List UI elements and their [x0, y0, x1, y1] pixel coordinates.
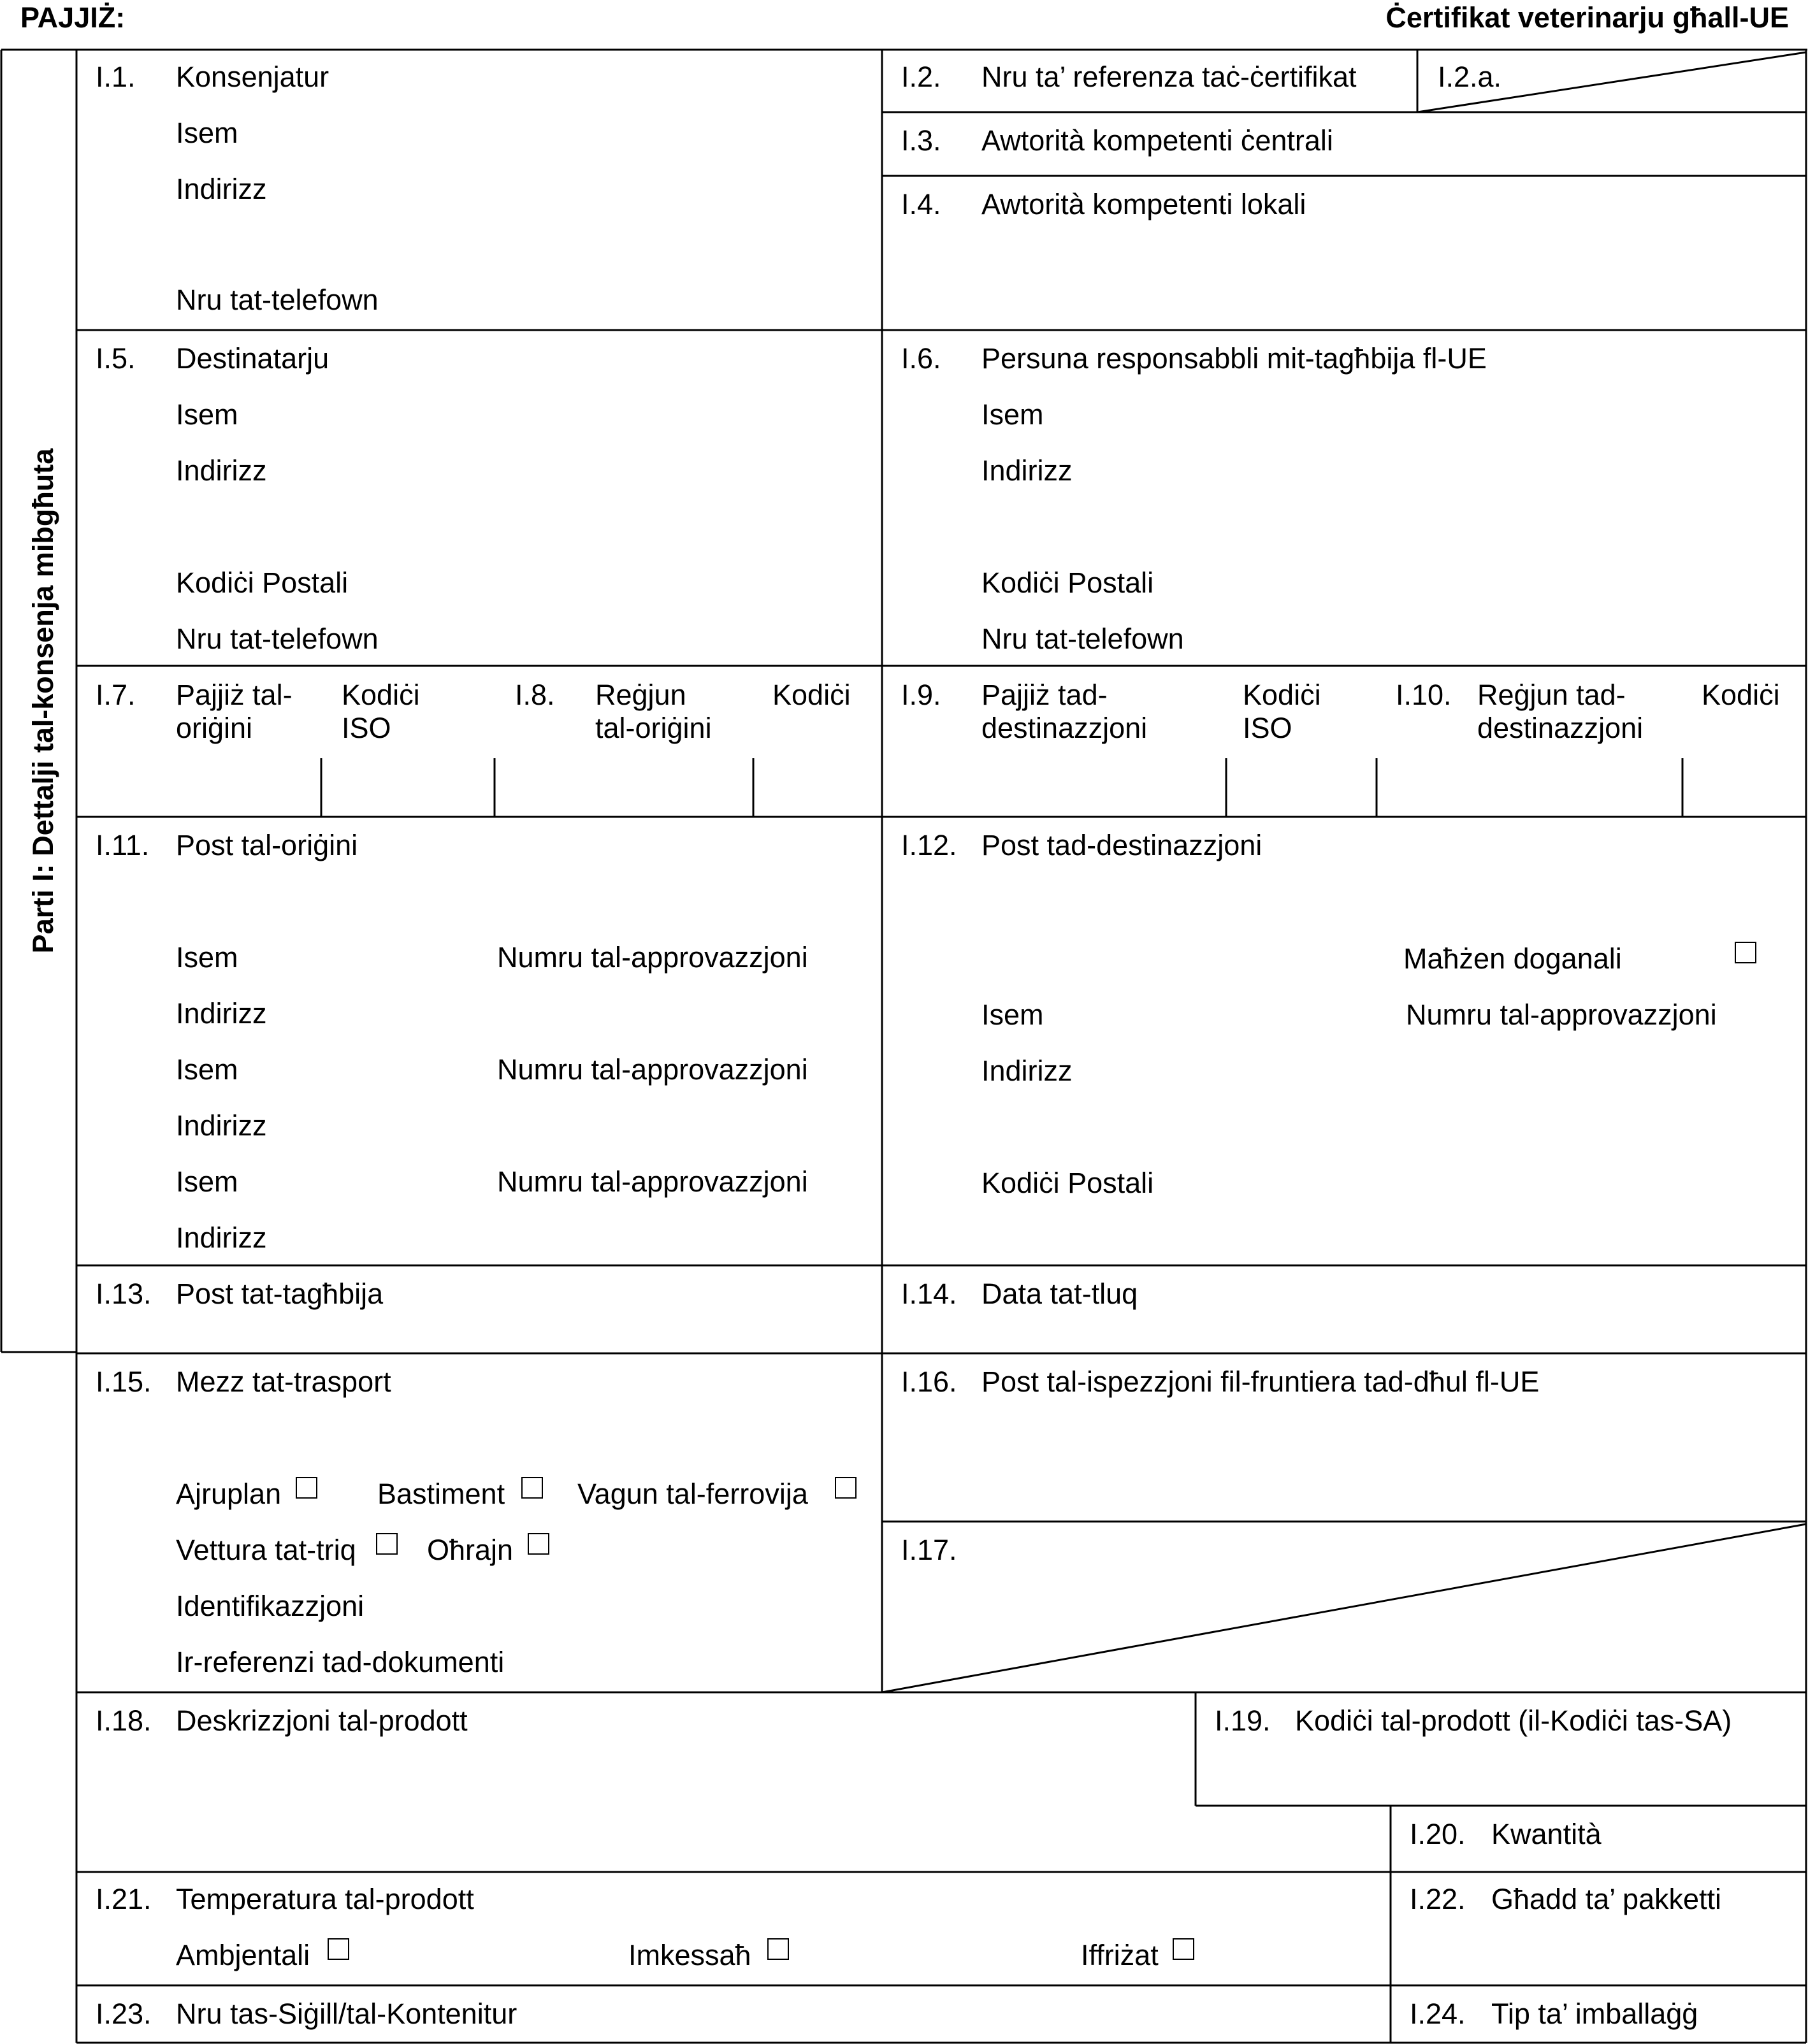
field-i13-number: I.13.	[96, 1278, 152, 1310]
field-i5-number: I.5.	[96, 342, 136, 375]
origin-approval-label-3: Numru tal-approvazzjoni	[497, 1165, 808, 1198]
field-i17-number: I.17.	[901, 1534, 957, 1566]
number-of-packages-label: Għadd ta’ pakketti	[1491, 1883, 1722, 1915]
consignee-name-label: Isem	[176, 398, 238, 431]
consignor-address-label: Indirizz	[176, 173, 267, 205]
type-of-packaging-label: Tip ta’ imballaġġ	[1491, 1997, 1698, 2030]
consignee-phone-label: Nru tat-telefown	[176, 623, 379, 655]
origin-iso-code-label-line1: Kodiċi	[342, 679, 420, 711]
origin-name-label-2: Isem	[176, 1053, 238, 1086]
product-description-label: Deskrizzjoni tal-prodott	[176, 1704, 468, 1737]
place-of-destination-label: Post tad-destinazzjoni	[981, 829, 1262, 861]
ship-checkbox[interactable]	[521, 1477, 543, 1499]
place-of-loading-label: Post tat-tagħbija	[176, 1278, 384, 1310]
certificate-reference-label: Nru ta’ referenza taċ-ċertifikat	[981, 61, 1357, 93]
commodity-code-label: Kodiċi tal-prodott (il-Kodiċi tas-SA)	[1295, 1704, 1732, 1737]
origin-address-label-1: Indirizz	[176, 997, 267, 1030]
transport-identification-label: Identifikazzjoni	[176, 1590, 365, 1622]
product-temperature-label: Temperatura tal-prodott	[176, 1883, 474, 1915]
origin-approval-label-1: Numru tal-approvazzjoni	[497, 941, 808, 974]
other-transport-checkbox[interactable]	[528, 1533, 549, 1555]
field-i20-number: I.20.	[1410, 1818, 1466, 1850]
origin-address-label-2: Indirizz	[176, 1109, 267, 1142]
field-i24-number: I.24.	[1410, 1997, 1466, 2030]
origin-name-label-3: Isem	[176, 1165, 238, 1198]
consignee-address-label: Indirizz	[176, 454, 267, 487]
destination-address-label: Indirizz	[981, 1054, 1073, 1087]
ship-label: Bastiment	[377, 1478, 505, 1510]
frozen-label: Iffriżat	[1081, 1939, 1159, 1971]
field-i19-number: I.19.	[1215, 1704, 1271, 1737]
consignor-name-label: Isem	[176, 117, 238, 149]
ambient-label: Ambjentali	[176, 1939, 310, 1971]
origin-approval-label-2: Numru tal-approvazzjoni	[497, 1053, 808, 1086]
consignee-label: Destinatarju	[176, 342, 329, 375]
origin-iso-code-label-line2: ISO	[342, 712, 391, 744]
field-i16-number: I.16.	[901, 1365, 957, 1398]
consignee-postal-label: Kodiċi Postali	[176, 566, 349, 599]
local-authority-label: Awtorità kompetenti lokali	[981, 188, 1306, 220]
loading-person-phone-label: Nru tat-telefown	[981, 623, 1184, 655]
field-i14-number: I.14.	[901, 1278, 957, 1310]
means-of-transport-label: Mezz tat-trasport	[176, 1365, 391, 1398]
field-i15-number: I.15.	[96, 1365, 152, 1398]
customs-warehouse-checkbox[interactable]	[1735, 942, 1756, 963]
loading-person-label: Persuna responsabbli mit-tagħbija fl-UE	[981, 342, 1487, 375]
field-i12-number: I.12.	[901, 829, 957, 861]
origin-region-label-line1: Reġjun	[595, 679, 686, 711]
central-authority-label: Awtorità kompetenti ċentrali	[981, 124, 1333, 157]
field-i18-number: I.18.	[96, 1704, 152, 1737]
destination-iso-code-label-line2: ISO	[1243, 712, 1292, 744]
loading-person-address-label: Indirizz	[981, 454, 1073, 487]
departure-date-label: Data tat-tluq	[981, 1278, 1138, 1310]
other-transport-label: Oħrajn	[427, 1534, 514, 1566]
field-i21-number: I.21.	[96, 1883, 152, 1915]
chilled-checkbox[interactable]	[767, 1938, 789, 1960]
country-label: PAJJIŻ:	[20, 1, 126, 34]
loading-person-postal-label: Kodiċi Postali	[981, 566, 1154, 599]
origin-country-label-line2: oriġini	[176, 712, 253, 744]
field-i8-number: I.8.	[515, 679, 555, 711]
destination-region-code-label: Kodiċi	[1702, 679, 1780, 711]
consignor-phone-label: Nru tat-telefown	[176, 284, 379, 316]
field-i2-number: I.2.	[901, 61, 941, 93]
field-i9-number: I.9.	[901, 679, 941, 711]
loading-person-name-label: Isem	[981, 398, 1044, 431]
field-i3-number: I.3.	[901, 124, 941, 157]
seal-container-number-label: Nru tas-Siġill/tal-Kontenitur	[176, 1997, 517, 2030]
quantity-label: Kwantità	[1491, 1818, 1602, 1850]
part-one-side-label: Parti I: Dettalji tal-konsenja mibgħuta	[27, 448, 59, 954]
field-i1-number: I.1.	[96, 61, 136, 93]
field-i7-number: I.7.	[96, 679, 136, 711]
place-of-origin-label: Post tal-oriġini	[176, 829, 358, 861]
field-i10-number: I.10.	[1396, 679, 1452, 711]
consignor-label: Konsenjatur	[176, 61, 329, 93]
road-vehicle-checkbox[interactable]	[376, 1533, 398, 1555]
destination-country-label-line2: destinazzjoni	[981, 712, 1148, 744]
aeroplane-checkbox[interactable]	[296, 1477, 317, 1499]
railway-wagon-checkbox[interactable]	[835, 1477, 857, 1499]
chilled-label: Imkessaħ	[628, 1939, 751, 1971]
destination-region-label-line2: destinazzjoni	[1477, 712, 1644, 744]
field-i11-number: I.11.	[96, 829, 150, 861]
origin-address-label-3: Indirizz	[176, 1221, 267, 1254]
field-i2a-number: I.2.a.	[1438, 61, 1502, 93]
destination-region-label-line1: Reġjun tad-	[1477, 679, 1626, 711]
origin-country-label-line1: Pajjiż tal-	[176, 679, 293, 711]
origin-region-label-line2: tal-oriġini	[595, 712, 712, 744]
destination-approval-label: Numru tal-approvazzjoni	[1406, 998, 1717, 1031]
frozen-checkbox[interactable]	[1173, 1938, 1194, 1960]
aeroplane-label: Ajruplan	[176, 1478, 282, 1510]
destination-country-label-line1: Pajjiż tad-	[981, 679, 1108, 711]
field-i22-number: I.22.	[1410, 1883, 1466, 1915]
ambient-checkbox[interactable]	[328, 1938, 349, 1960]
railway-wagon-label: Vagun tal-ferrovija	[577, 1478, 808, 1510]
document-references-label: Ir-referenzi tad-dokumenti	[176, 1646, 505, 1678]
destination-postal-label: Kodiċi Postali	[981, 1167, 1154, 1199]
certificate-title: Ċertifikat veterinarju għall-UE	[1385, 1, 1789, 34]
road-vehicle-label: Vettura tat-triq	[176, 1534, 356, 1566]
destination-iso-code-label-line1: Kodiċi	[1243, 679, 1321, 711]
customs-warehouse-label: Maħżen doganali	[1403, 942, 1622, 975]
border-inspection-post-label: Post tal-ispezzjoni fil-fruntiera tad-dħul fl-UE	[981, 1365, 1540, 1398]
field-i23-number: I.23.	[96, 1997, 152, 2030]
origin-region-code-label: Kodiċi	[772, 679, 851, 711]
field-i4-number: I.4.	[901, 188, 941, 220]
origin-name-label-1: Isem	[176, 941, 238, 974]
field-i6-number: I.6.	[901, 342, 941, 375]
destination-name-label: Isem	[981, 998, 1044, 1031]
